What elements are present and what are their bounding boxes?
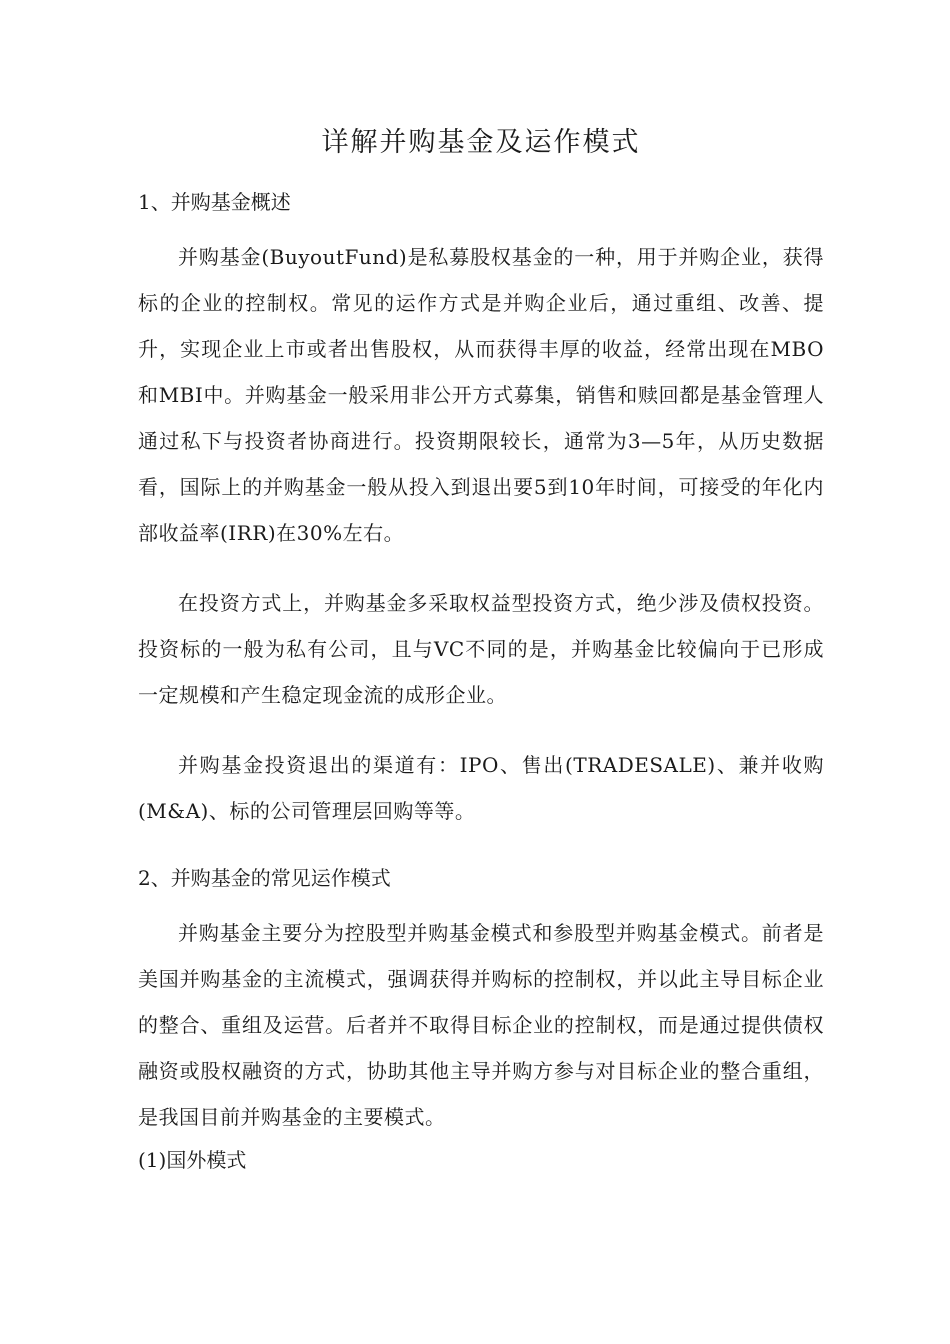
document-page	[138, 118, 824, 1180]
subheading-foreign-mode: (1)国外模式	[138, 1148, 247, 1172]
paragraph-exit-channels: 并购基金投资退出的渠道有：IPO、售出(TRADESALE)、兼并收购(M&A)、标的公司管理层回购等等。	[138, 753, 824, 823]
section-heading-operation-modes: 2、并购基金的常见运作模式	[138, 866, 391, 890]
section-heading-overview: 1、并购基金概述	[138, 190, 291, 214]
paragraph-investment-method: 在投资方式上，并购基金多采取权益型投资方式，绝少涉及债权投资。投资标的一般为私有公司，且与VC不同的是，并购基金比较偏向于已形成一定规模和产生稳定现金流的成形企业。	[138, 591, 824, 707]
paragraph-buyout-fund-definition: 并购基金(BuyoutFund)是私募股权基金的一种，用于并购企业，获得标的企业的控制权。常见的运作方式是并购企业后，通过重组、改善、提升，实现企业上市或者出售股权，从而获得丰厚的收益，经常出现在MBO和MBI中。并购基金一般采用非公开方式募集，销售和赎回都是基金管理人通过私下与投资者协商进行。投资期限较长，通常为3—5年，从历史数据看，国际上的并购基金一般从投入到退出要5到10年时间，可接受的年化内部收益率(IRR)在30%左右。	[138, 245, 824, 545]
paragraph-mode-types: 并购基金主要分为控股型并购基金模式和参股型并购基金模式。前者是美国并购基金的主流模式，强调获得并购标的控制权，并以此主导目标企业的整合、重组及运营。后者并不取得目标企业的控制权，而是通过提供债权融资或股权融资的方式，协助其他主导并购方参与对目标企业的整合重组，是我国目前并购基金的主要模式。	[138, 921, 824, 1129]
document-title: 详解并购基金及运作模式	[321, 127, 641, 158]
